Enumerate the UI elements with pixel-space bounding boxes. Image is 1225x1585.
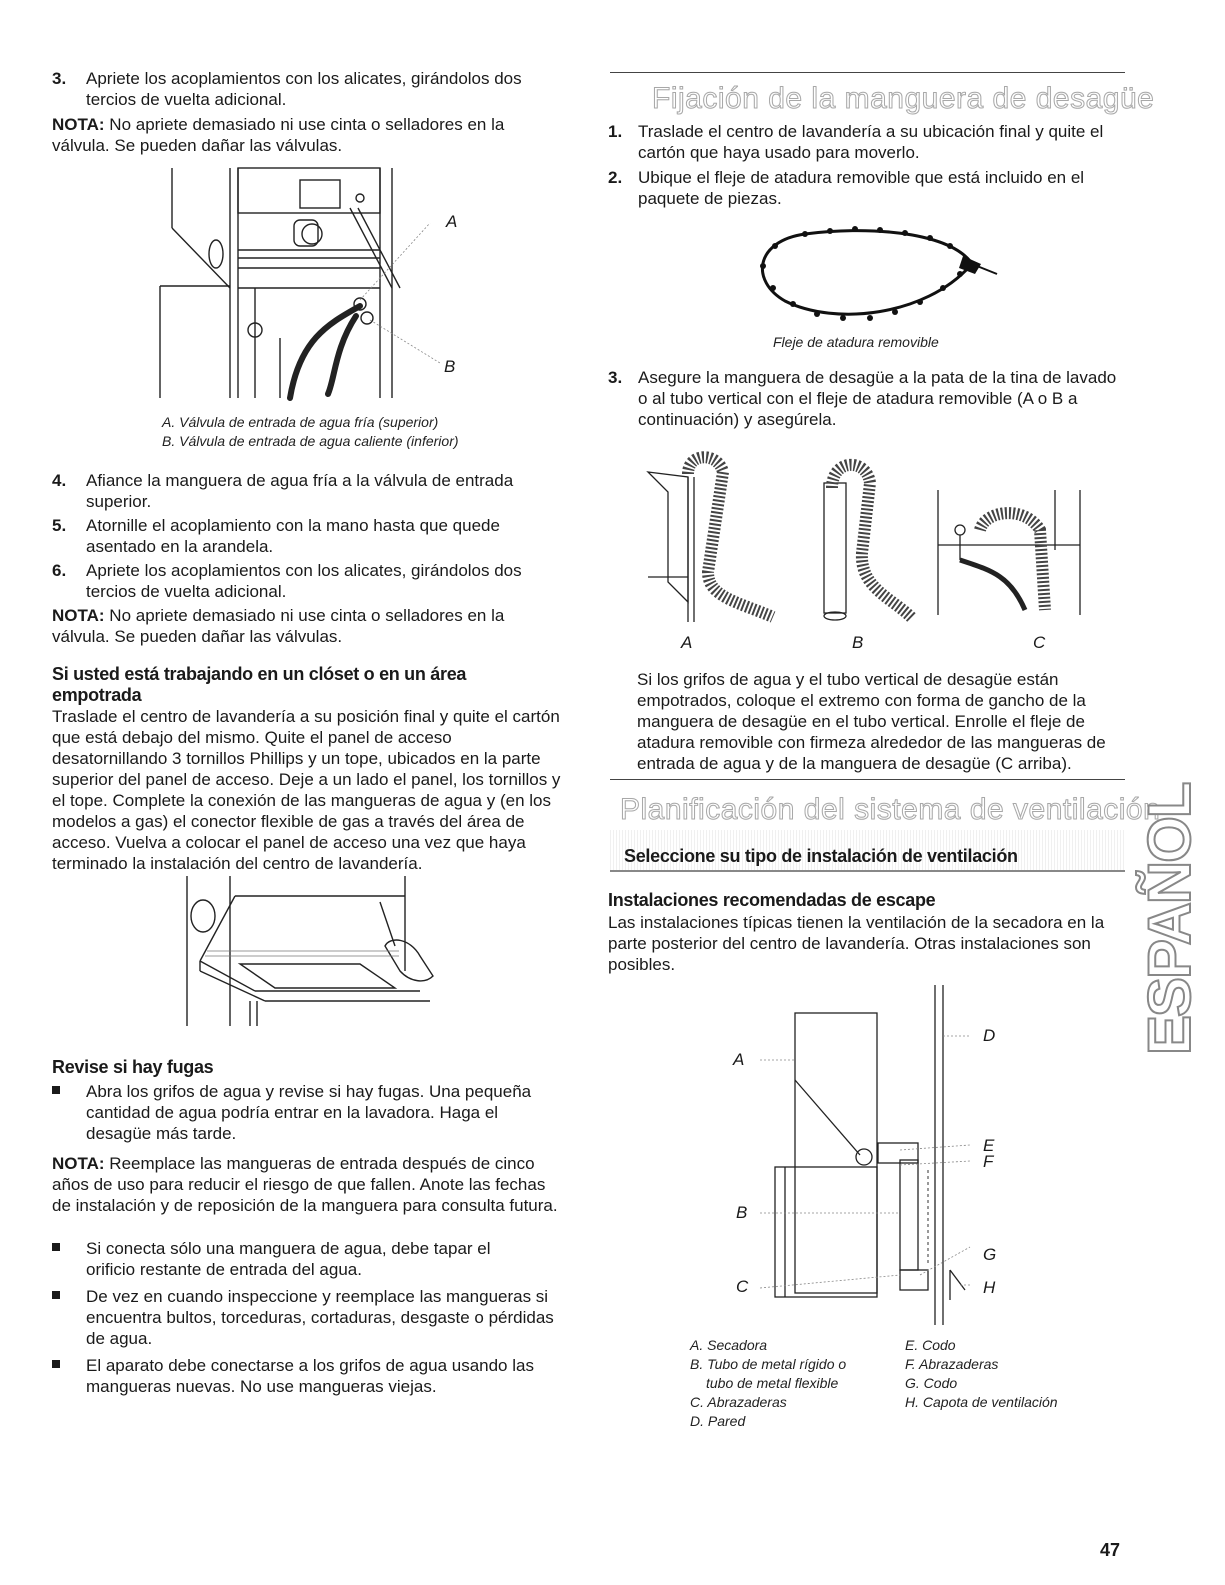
drain-hose-figure-b [812, 458, 922, 628]
nota-3: NOTA: Reemplace las mangueras de entrada después de cinco años de uso para reducir el riesgo de que fallen. Anote las fechas de instalación y de reposición de la manguera para consulta futura. [52, 1154, 558, 1215]
standpipe-text: Si los grifos de agua y el tubo vertical de desagüe están empotrados, coloque el extremo con forma de gancho de la manguera de desagüe en el tubo vertical. Enrolle el fleje de atadura removible con firmeza alrededor de las mangueras de entrada de agua y de la manguera de desagüe (C arriba). [637, 670, 1106, 773]
mid-rule-right [610, 779, 1125, 780]
leaks-heading: Revise si hay fugas [52, 1057, 214, 1077]
vent-label-f: F [983, 1152, 994, 1171]
hose-label-b: B [852, 633, 864, 652]
vent-label-d: D [983, 1026, 996, 1045]
vent-figure [760, 985, 970, 1325]
title-venting: Planificación del sistema de ventilación [620, 793, 1161, 826]
bullet-marker [52, 1360, 60, 1368]
strap-caption: Fleje de atadura removible [773, 334, 939, 350]
vent-captions-right [905, 1336, 1058, 1412]
bullet-3: De vez en cuando inspeccione y reemplace las mangueras si encuentra bultos, torceduras, cortaduras, desgaste o pérdidas de agua. [52, 1286, 572, 1349]
vent-caption: A. Secadora [690, 1337, 768, 1353]
vent-label-g: G [983, 1245, 997, 1264]
drain-hose-figure-a [648, 452, 778, 627]
bullet-marker [52, 1243, 60, 1251]
step-6-left: 6. Apriete los acoplamientos con los alicates, girándolos dos tercios de vuelta adicional. [52, 561, 522, 601]
drain-hose-figure-c [930, 490, 1090, 615]
page-number: 47 [1100, 1540, 1121, 1560]
step-5-left: 5. Atornille el acoplamiento con la mano hasta que quede asentado en la arandela. [52, 516, 500, 556]
vent-caption: E. Codo [905, 1337, 956, 1353]
strap-figure [745, 226, 1005, 326]
vent-label-c: C [736, 1277, 749, 1296]
vent-section-heading: Seleccione su tipo de instalación de ventilación [624, 846, 1018, 866]
vent-sub-text: Las instalaciones típicas tienen la ventilación de la secadora en la parte posterior del centro de lavandería. Otras instalaciones son posibles. [608, 913, 1105, 974]
vent-captions-left [690, 1336, 846, 1431]
step-3-right: 3. Asegure la manguera de desagüe a la pata de la tina de lavado o al tubo vertical con el fleje de atadura removible (A o B a continuación) y asegúrela. [608, 368, 1117, 429]
closet-text: Traslade el centro de lavandería a su posición final y quite el cartón que está debajo del mismo. Quite el panel de acceso desatornillando 3 tornillos Phillips y un tope, ubicados en la parte superior del panel de acceso. Deje a un lado el panel, los tornillos y el tope. Complete la conexión de las mangueras de agua y (en los modelos a gas) el conector flexible de gas a través del área de acceso. Vuelva a colocar el panel de acceso una vez que haya terminado la instalación del centro de lavandería. [52, 707, 561, 873]
step-4-left: 4. Afiance la manguera de agua fría a la válvula de entrada superior. [52, 471, 514, 511]
vent-caption: C. Abrazaderas [690, 1394, 787, 1410]
title-drain-hose: Fijación de la manguera de desagüe [652, 82, 1155, 115]
vent-caption: tubo de metal flexible [706, 1375, 839, 1391]
valve-caption-a: A. Válvula de entrada de agua fría (superior) [162, 414, 439, 430]
bullet-4: El aparato debe conectarse a los grifos de agua usando las mangueras nuevas. No use mangueras viejas. [52, 1355, 572, 1397]
access-panel-figure [185, 876, 445, 1028]
step-2-right: 2. Ubique el fleje de atadura removible que está incluido en el paquete de piezas. [608, 168, 1085, 208]
vent-caption: G. Codo [905, 1375, 958, 1391]
step-1-right: 1. Traslade el centro de lavandería a su ubicación final y quite el cartón que haya usado para moverlo. [608, 122, 1104, 162]
nota-2: NOTA: No apriete demasiado ni use cinta o selladores en la válvula. Se pueden dañar las válvulas. [52, 606, 505, 646]
bullet-marker [52, 1291, 60, 1299]
vent-label-e: E [983, 1136, 995, 1155]
vent-caption: D. Pared [690, 1413, 746, 1429]
vent-label-a: A [733, 1050, 745, 1069]
valve-caption-b: B. Válvula de entrada de agua caliente (inferior) [162, 433, 459, 449]
hose-label-c: C [1033, 633, 1046, 652]
top-rule-right [610, 72, 1125, 73]
bullet-marker [52, 1086, 60, 1094]
vent-sub-heading: Instalaciones recomendadas de escape [608, 890, 936, 910]
vent-label-b: B [736, 1203, 748, 1222]
hose-label-a: A [681, 633, 693, 652]
valve-label-a: A [446, 212, 458, 231]
vent-label-h: H [983, 1278, 996, 1297]
vent-caption: F. Abrazaderas [905, 1356, 999, 1372]
vent-caption: H. Capota de ventilación [905, 1394, 1058, 1410]
bullet-1: Abra los grifos de agua y revise si hay fugas. Una pequeña cantidad de agua podría entrar en la lavadora. Haga el desagüe más tarde. [52, 1081, 557, 1144]
valve-label-b: B [444, 357, 456, 376]
language-side-tab: ESPAÑOL [1136, 783, 1203, 1055]
closet-heading: Si usted está trabajando en un clóset o en un área empotrada [52, 664, 467, 705]
step-3-left: 3. Apriete los acoplamientos con los alicates, girándolos dos tercios de vuelta adicional. [52, 69, 522, 109]
vent-caption: B. Tubo de metal rígido o [690, 1356, 847, 1372]
valve-figure [160, 168, 480, 400]
section-band-rule [610, 870, 1125, 872]
bullet-2: Si conecta sólo una manguera de agua, debe tapar el orificio restante de entrada del agua. [52, 1238, 522, 1280]
nota-1: NOTA: No apriete demasiado ni use cinta o selladores en la válvula. Se pueden dañar las válvulas. [52, 115, 505, 155]
